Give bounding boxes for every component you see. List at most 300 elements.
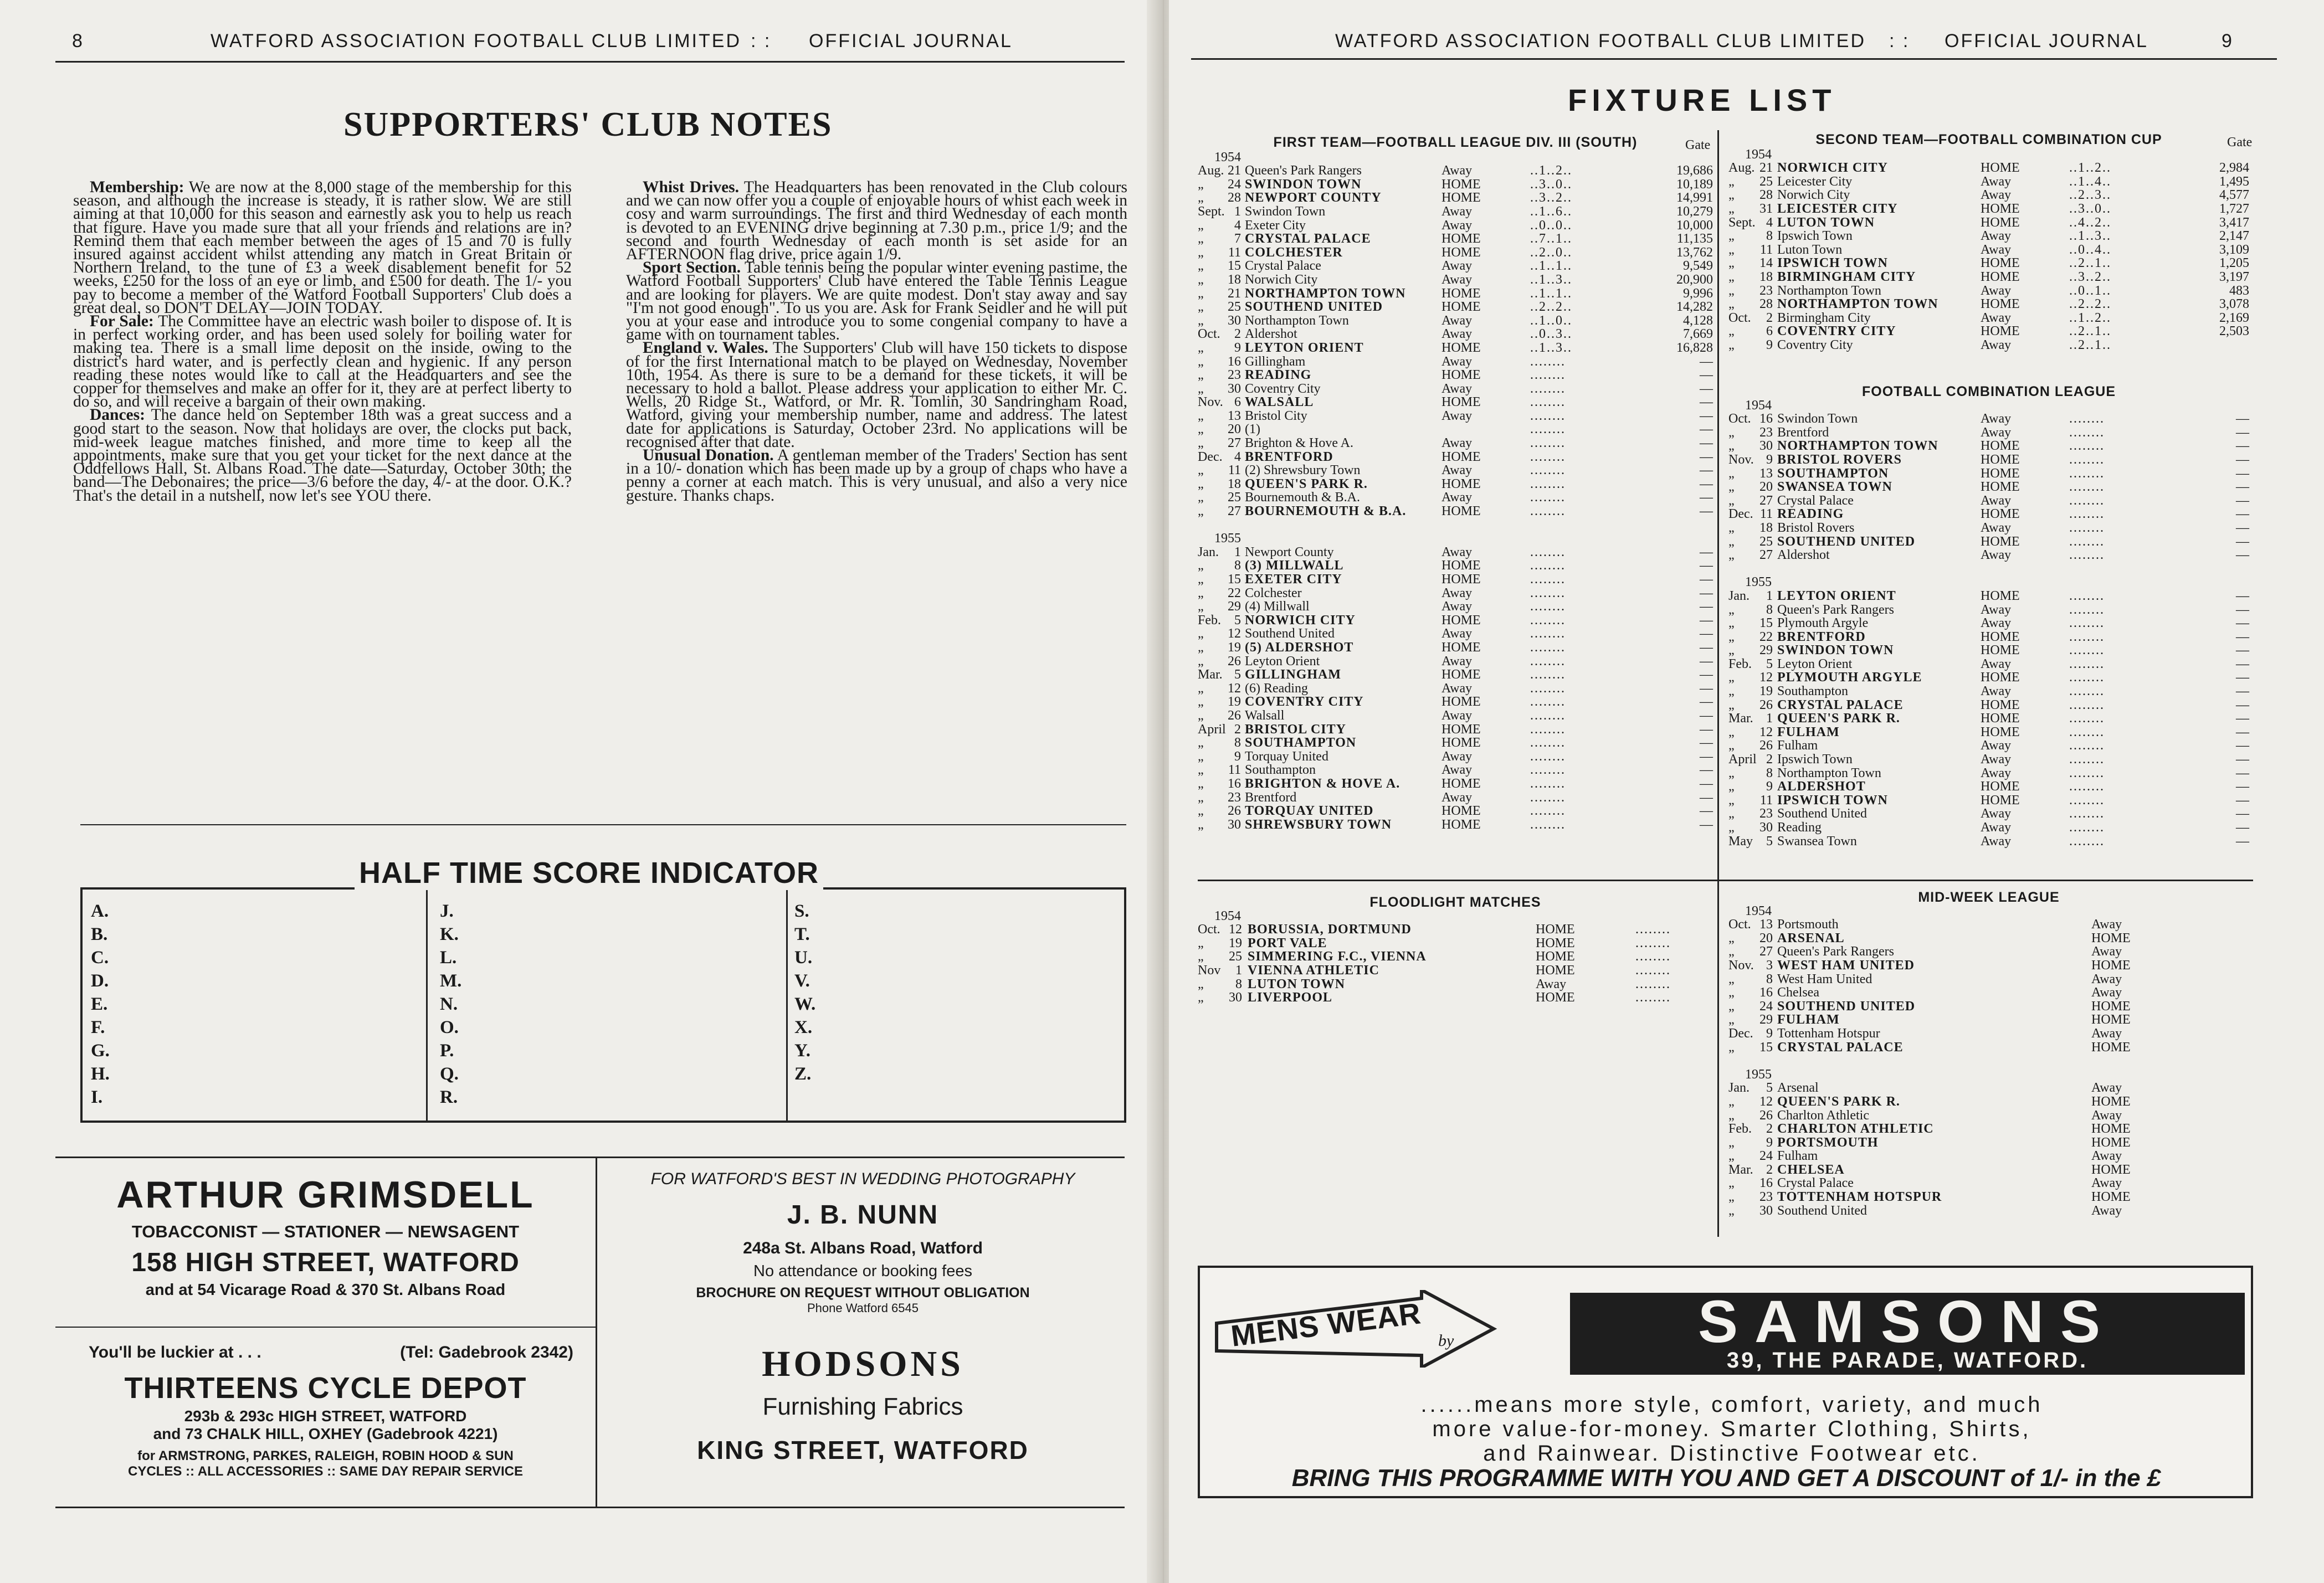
fixture-venue: HOME bbox=[2091, 1162, 2131, 1177]
fixture-gate: — bbox=[1700, 436, 1713, 451]
supporters-title: SUPPORTERS' CLUB NOTES bbox=[343, 106, 833, 143]
fixture-opponent: IPSWICH TOWN bbox=[1777, 256, 1888, 271]
fixture-opponent: NORWICH CITY bbox=[1245, 613, 1356, 628]
fixture-row bbox=[1728, 657, 2249, 671]
fixture-opponent: BOURNEMOUTH & B.A. bbox=[1245, 504, 1407, 519]
fixture-month: Mar. bbox=[1198, 667, 1223, 682]
fixture-venue: Away bbox=[1981, 806, 2012, 821]
fixture-score: ........ bbox=[2069, 724, 2105, 739]
fixture-opponent: NORWICH CITY bbox=[1777, 161, 1888, 176]
half-time-title: HALF TIME SCORE INDICATOR bbox=[355, 856, 823, 890]
fixture-day: 19 bbox=[1759, 684, 1773, 699]
fixture-row bbox=[1728, 1149, 2249, 1163]
ht-letters-col-3 bbox=[794, 900, 815, 1086]
fixture-day: 26 bbox=[1759, 1108, 1773, 1123]
fixture-opponent: Brentford bbox=[1777, 425, 1829, 440]
fixture-venue: HOME bbox=[1981, 297, 2020, 312]
left-page-header bbox=[72, 30, 1125, 63]
fixture-divider-h bbox=[1198, 880, 2253, 881]
ad-rule-mid bbox=[55, 1327, 596, 1328]
fixture-venue: HOME bbox=[1981, 670, 2020, 685]
fixture-opponent: Ipswich Town bbox=[1777, 752, 1853, 767]
fixture-venue: HOME bbox=[1981, 711, 2020, 726]
fixture-opponent: (5) ALDERSHOT bbox=[1245, 640, 1354, 655]
fixture-gate: 10,189 bbox=[1676, 177, 1713, 192]
fixture-opponent: WALSALL bbox=[1245, 395, 1314, 410]
fixture-venue: HOME bbox=[1981, 439, 2020, 454]
fixture-month: Mar. bbox=[1728, 1162, 1753, 1177]
fixture-opponent: Leyton Orient bbox=[1777, 656, 1853, 671]
fixture-month: „ bbox=[1728, 629, 1735, 644]
fixture-day: 15 bbox=[1759, 1040, 1773, 1055]
fixture-opponent: SWINDON TOWN bbox=[1777, 643, 1894, 658]
fixture-day: 31 bbox=[1759, 201, 1773, 216]
fixture-month: „ bbox=[1198, 381, 1204, 396]
fixture-month: „ bbox=[1728, 985, 1735, 1000]
fixture-row bbox=[1728, 780, 2249, 794]
fixture-gate: 2,147 bbox=[2219, 229, 2249, 244]
fixture-day: 30 bbox=[1229, 990, 1242, 1005]
fixture-venue: Away bbox=[2091, 944, 2122, 959]
fixture-opponent: BRISTOL ROVERS bbox=[1777, 452, 1902, 467]
fixture-score: ..3..0.. bbox=[1530, 177, 1572, 192]
fixture-venue: HOME bbox=[2091, 1122, 2131, 1137]
fixture-row bbox=[1728, 1041, 2249, 1055]
fixture-score: ..1..2.. bbox=[2069, 310, 2111, 325]
fixture-row bbox=[1198, 382, 1713, 396]
fixture-opponent: SOUTHEND UNITED bbox=[1245, 300, 1383, 315]
fixture-row bbox=[1198, 709, 1713, 723]
fixture-month: „ bbox=[1728, 242, 1735, 257]
fixture-score: ........ bbox=[2069, 752, 2105, 767]
fixture-opponent: SOUTHEND UNITED bbox=[1777, 999, 1916, 1014]
ht-divider bbox=[786, 890, 788, 1121]
fixture-score: ........ bbox=[2069, 412, 2105, 426]
fixture-month: „ bbox=[1728, 670, 1735, 685]
fixture-row bbox=[1728, 794, 2249, 808]
page-number: 8 bbox=[72, 30, 84, 52]
fixture-month: Nov. bbox=[1198, 395, 1223, 410]
fixture-venue: Away bbox=[1441, 313, 1473, 328]
fixture-venue: HOME bbox=[2091, 1094, 2131, 1109]
fixture-opponent: Southend United bbox=[1777, 1203, 1867, 1218]
fixture-gate: 3,197 bbox=[2219, 269, 2249, 284]
fixture-gate: — bbox=[1700, 626, 1713, 641]
fixture-venue: HOME bbox=[1981, 466, 2020, 481]
fixture-venue: Away bbox=[1441, 163, 1473, 178]
hodsons-ad bbox=[601, 1343, 1125, 1465]
section-rule bbox=[80, 824, 1126, 825]
fixture-row bbox=[1198, 355, 1713, 369]
fixture-venue: Away bbox=[1981, 310, 2012, 325]
fixture-row bbox=[1728, 521, 2249, 535]
fixture-month: Dec. bbox=[1728, 507, 1753, 522]
fixture-venue: Away bbox=[1981, 548, 2012, 563]
fixture-year: 1955 bbox=[1745, 575, 1772, 590]
fixture-month: Dec. bbox=[1728, 1026, 1753, 1041]
fixture-opponent: Colchester bbox=[1245, 585, 1302, 600]
fixture-score: ........ bbox=[1530, 368, 1566, 383]
fixture-opponent: Brentford bbox=[1245, 790, 1297, 805]
fixture-venue: HOME bbox=[1981, 629, 2020, 644]
fixture-venue: HOME bbox=[1441, 804, 1481, 819]
fixture-opponent: CHARLTON ATHLETIC bbox=[1777, 1122, 1934, 1137]
fixture-month: April bbox=[1198, 722, 1226, 737]
fixture-day: 28 bbox=[1759, 297, 1773, 312]
fixture-day: 9 bbox=[1234, 340, 1241, 355]
fixture-venue: HOME bbox=[1981, 215, 2020, 230]
fixture-gate: — bbox=[1700, 613, 1713, 628]
fixture-day: 27 bbox=[1228, 436, 1241, 451]
fixture-score: ........ bbox=[1530, 422, 1566, 437]
paragraph-text: The Supporters' Club will have 150 tickets to dispose of for the first International match to be played on Wednesday, November 10th, 1954. As there is sure to be a demand for these tickets, it will be necessary to hold a ballot. Please address your application to either Mr. C. Wells, 20 Ridge St., Watford, or Mr. R. Tomlin, 30 Sandringham Road, Watford, giving your membership number, name and address. The latest date for applications is Saturday, October 23rd. No applications will be recognised after that date. bbox=[626, 339, 1127, 451]
fixture-venue: Away bbox=[1441, 763, 1473, 778]
fixture-row bbox=[1198, 668, 1713, 682]
fixture-gate: — bbox=[2236, 697, 2249, 712]
fixture-day: 16 bbox=[1228, 354, 1241, 369]
fixture-month: „ bbox=[1198, 990, 1204, 1005]
fixture-opponent: Southampton bbox=[1245, 763, 1316, 778]
fixture-score: ..1..3.. bbox=[2069, 229, 2111, 244]
fixture-day: 21 bbox=[1228, 286, 1241, 301]
fixture-row bbox=[1198, 464, 1713, 477]
fixture-gate: 1,727 bbox=[2219, 201, 2249, 216]
fixture-score: ..0..4.. bbox=[2069, 242, 2111, 257]
fixture-gate: — bbox=[1700, 476, 1713, 491]
fixture-score: ........ bbox=[2069, 534, 2105, 549]
fixture-score: ..1..6.. bbox=[1530, 204, 1572, 219]
fixture-venue: Away bbox=[2091, 985, 2122, 1000]
fixture-row bbox=[1728, 270, 2249, 284]
fixture-opponent: Southampton bbox=[1777, 684, 1849, 699]
fixture-gate: — bbox=[1700, 749, 1713, 764]
fixture-month: Dec. bbox=[1198, 449, 1223, 464]
fixture-day: 29 bbox=[1759, 1012, 1773, 1027]
fixture-opponent: Coventry City bbox=[1245, 381, 1321, 396]
ht-letter: M. bbox=[440, 971, 462, 991]
fixture-day: 11 bbox=[1759, 242, 1773, 257]
paragraph-lead: Dances: bbox=[90, 406, 145, 424]
fixture-day: 2 bbox=[1766, 752, 1773, 767]
fixture-day: 9 bbox=[1766, 1135, 1773, 1150]
fixture-opponent: SOUTHEND UNITED bbox=[1777, 534, 1916, 549]
fixture-score: ..2..2.. bbox=[1530, 300, 1572, 315]
fixture-row bbox=[1198, 246, 1713, 260]
left-page bbox=[0, 0, 1158, 1583]
fixture-opponent: Queen's Park Rangers bbox=[1245, 163, 1362, 178]
fixture-row bbox=[1728, 739, 2249, 753]
fixture-year: 1954 bbox=[1745, 147, 1772, 162]
fixture-venue: HOME bbox=[2091, 1190, 2131, 1205]
supporters-paragraph bbox=[73, 406, 572, 505]
fixture-opponent: Reading bbox=[1777, 820, 1822, 835]
fixture-venue: HOME bbox=[1441, 695, 1481, 710]
samsons-ad bbox=[1198, 1266, 2253, 1498]
fixture-score: ..7..1.. bbox=[1530, 232, 1572, 246]
fixture-day: 27 bbox=[1228, 504, 1241, 519]
fixture-score: ..2..3.. bbox=[2069, 188, 2111, 203]
fixture-month: „ bbox=[1198, 572, 1204, 587]
fixture-month: „ bbox=[1728, 174, 1735, 189]
fixture-month: Oct. bbox=[1198, 922, 1220, 937]
fixture-score: ........ bbox=[1530, 476, 1566, 491]
fixture-venue: Away bbox=[1981, 834, 2012, 849]
fixture-day: 18 bbox=[1759, 520, 1773, 535]
fixture-day: 13 bbox=[1759, 466, 1773, 481]
fixture-list-title: FIXTURE LIST bbox=[1568, 83, 1836, 117]
fixture-month: „ bbox=[1728, 765, 1735, 780]
fixture-day: 29 bbox=[1759, 643, 1773, 658]
fixture-year: 1954 bbox=[1745, 398, 1772, 413]
fixture-opponent: BORUSSIA, DORTMUND bbox=[1248, 922, 1412, 937]
fixture-gate: — bbox=[1700, 558, 1713, 573]
fixture-row bbox=[1728, 1000, 2249, 1014]
fixture-month: „ bbox=[1198, 340, 1204, 355]
fixture-row bbox=[1198, 409, 1713, 423]
ad-rule-bottom bbox=[55, 1507, 1125, 1508]
fixture-opponent: Bournemouth & B.A. bbox=[1245, 490, 1360, 505]
fixture-day: 12 bbox=[1228, 626, 1241, 641]
fixture-venue: HOME bbox=[1441, 817, 1481, 832]
fixture-opponent: PLYMOUTH ARGYLE bbox=[1777, 670, 1922, 685]
fixture-opponent: SOUTHAMPTON bbox=[1777, 466, 1889, 481]
fixture-score: ..0..0.. bbox=[1530, 218, 1572, 233]
fixture-gate: — bbox=[1700, 422, 1713, 437]
fixture-month: „ bbox=[1728, 297, 1735, 312]
fixture-venue: Away bbox=[2091, 1081, 2122, 1096]
fixture-score: ........ bbox=[1530, 504, 1566, 519]
fixture-day: 9 bbox=[1766, 1026, 1773, 1041]
fixture-day: 13 bbox=[1228, 408, 1241, 423]
fixture-day: 21 bbox=[1228, 163, 1241, 178]
fixture-day: 30 bbox=[1759, 439, 1773, 454]
fixture-day: 12 bbox=[1759, 1094, 1773, 1109]
fixture-venue: Away bbox=[1981, 283, 2012, 298]
fixture-day: 20 bbox=[1759, 480, 1773, 495]
fixture-opponent: NORTHAMPTON TOWN bbox=[1777, 297, 1938, 312]
fixture-month: „ bbox=[1198, 936, 1204, 950]
gate-label: Gate bbox=[1685, 137, 1711, 152]
fixture-opponent: TOTTENHAM HOTSPUR bbox=[1777, 1190, 1942, 1205]
fixture-score: ..3..0.. bbox=[2069, 201, 2111, 216]
fixture-month: „ bbox=[1728, 324, 1735, 339]
floodlight-fixtures bbox=[1198, 896, 1713, 1005]
fixture-row bbox=[1728, 426, 2249, 440]
fixture-venue: Away bbox=[1441, 708, 1473, 723]
fixture-month: „ bbox=[1198, 599, 1204, 614]
fixture-row bbox=[1198, 436, 1713, 450]
fixture-row bbox=[1728, 256, 2249, 270]
ad-divider bbox=[596, 1157, 597, 1508]
nunn-tag: FOR WATFORD'S BEST IN WEDDING PHOTOGRAPHY bbox=[650, 1170, 1075, 1188]
fixture-venue: HOME bbox=[1536, 963, 1575, 978]
fixture-score: ........ bbox=[2069, 670, 2105, 685]
fixture-row bbox=[1728, 712, 2249, 726]
fixture-gate: 19,686 bbox=[1676, 163, 1713, 178]
fixture-venue: HOME bbox=[1441, 191, 1481, 205]
fixture-venue: Away bbox=[1441, 218, 1473, 233]
fixture-venue: Away bbox=[1441, 327, 1473, 342]
fixture-month: „ bbox=[1728, 283, 1735, 298]
fixture-row bbox=[1728, 480, 2249, 494]
fixture-gate: — bbox=[1700, 681, 1713, 696]
fixture-venue: Away bbox=[1981, 425, 2012, 440]
fixture-month: „ bbox=[1198, 286, 1204, 301]
fixture-gate: — bbox=[2236, 752, 2249, 767]
fixture-month: „ bbox=[1198, 681, 1204, 696]
fixture-day: 27 bbox=[1759, 944, 1773, 959]
fixture-day: 5 bbox=[1234, 667, 1241, 682]
fixture-venue: HOME bbox=[2091, 1135, 2131, 1150]
fixture-gate: 1,495 bbox=[2219, 174, 2249, 189]
fixture-row bbox=[1728, 1095, 2249, 1109]
grimsdell-trades: TOBACCONIST — STATIONER — NEWSAGENT bbox=[131, 1222, 520, 1241]
second-team-heading: SECOND TEAM—FOOTBALL COMBINATION CUP bbox=[1815, 132, 2162, 147]
fixture-gate: — bbox=[2236, 834, 2249, 849]
fixture-row bbox=[1198, 477, 1713, 491]
fixture-day: 12 bbox=[1759, 724, 1773, 739]
fixture-day: 13 bbox=[1759, 917, 1773, 932]
fixture-score: ........ bbox=[2069, 684, 2105, 699]
fixture-row bbox=[1198, 655, 1713, 669]
fixture-opponent: WEST HAM UNITED bbox=[1777, 958, 1915, 973]
fixture-opponent: NEWPORT COUNTY bbox=[1245, 191, 1382, 205]
fixture-month: „ bbox=[1728, 724, 1735, 739]
fixture-day: 24 bbox=[1228, 177, 1241, 192]
fixture-score: ........ bbox=[1530, 395, 1566, 410]
fixture-venue: Away bbox=[1981, 229, 2012, 244]
fixture-row bbox=[1198, 923, 1713, 937]
samsons-discount: BRING THIS PROGRAMME WITH YOU AND GET A DISCOUNT of 1/- in the £ bbox=[1291, 1464, 2161, 1492]
fixture-opponent: PORTSMOUTH bbox=[1777, 1135, 1879, 1150]
fixture-gate: 483 bbox=[2229, 283, 2249, 298]
fixture-day: 1 bbox=[1234, 544, 1241, 559]
fixture-row bbox=[1198, 341, 1713, 355]
ht-letter: E. bbox=[91, 994, 108, 1014]
nunn-fees: No attendance or booking fees bbox=[753, 1262, 972, 1280]
fixture-row bbox=[1728, 202, 2249, 216]
fixture-row bbox=[1198, 327, 1713, 341]
fixture-gate: 14,282 bbox=[1676, 300, 1713, 315]
fixture-venue: Away bbox=[1981, 520, 2012, 535]
fixture-month: „ bbox=[1728, 944, 1735, 959]
fixture-gate: — bbox=[1700, 763, 1713, 778]
fixture-row bbox=[1728, 161, 2249, 175]
fixture-row bbox=[1728, 243, 2249, 257]
fixture-day: 29 bbox=[1228, 599, 1241, 614]
fixture-opponent: Luton Town bbox=[1777, 242, 1843, 257]
fixture-gate: — bbox=[2236, 779, 2249, 794]
fixture-score: ........ bbox=[2069, 738, 2105, 753]
fixture-gate: 10,000 bbox=[1676, 218, 1713, 233]
fixture-gate: 9,996 bbox=[1683, 286, 1713, 301]
fixture-day: 8 bbox=[1766, 229, 1773, 244]
fixture-venue: Away bbox=[1441, 490, 1473, 505]
fixture-day: 23 bbox=[1759, 1190, 1773, 1205]
fixture-gate: — bbox=[2236, 602, 2249, 617]
floodlight-heading: FLOODLIGHT MATCHES bbox=[1369, 895, 1541, 910]
first-team-fixtures bbox=[1198, 136, 1713, 831]
fixture-venue: Away bbox=[2091, 972, 2122, 986]
fixture-gate: — bbox=[2236, 534, 2249, 549]
fixture-venue: HOME bbox=[1981, 793, 2020, 808]
fixture-month: „ bbox=[1728, 999, 1735, 1014]
fixture-row bbox=[1198, 314, 1713, 328]
fixture-score: ........ bbox=[2069, 480, 2105, 495]
fixture-row bbox=[1728, 767, 2249, 780]
fixture-gate: — bbox=[1700, 736, 1713, 751]
fixture-score: ........ bbox=[1530, 681, 1566, 696]
fixture-month: „ bbox=[1198, 191, 1204, 205]
fixture-year: 1954 bbox=[1214, 150, 1241, 165]
first-team-heading: FIRST TEAM—FOOTBALL LEAGUE DIV. III (SOUTH) bbox=[1273, 135, 1638, 150]
fixture-row bbox=[1728, 753, 2249, 767]
fixture-month: Jan. bbox=[1728, 1081, 1750, 1096]
fixture-opponent: COVENTRY CITY bbox=[1777, 324, 1896, 339]
fixture-row bbox=[1728, 507, 2249, 521]
fixture-day: 24 bbox=[1759, 1149, 1773, 1164]
fixture-day: 4 bbox=[1234, 218, 1241, 233]
fixture-day: 2 bbox=[1766, 310, 1773, 325]
ht-letter: O. bbox=[440, 1017, 459, 1037]
supporters-column-2 bbox=[626, 178, 1128, 505]
fixture-gate: — bbox=[1700, 776, 1713, 791]
fixture-score: ..3..2.. bbox=[2069, 269, 2111, 284]
fixture-opponent: BRISTOL CITY bbox=[1245, 722, 1346, 737]
fixture-month: Feb. bbox=[1728, 656, 1752, 671]
fixture-month: „ bbox=[1728, 188, 1735, 203]
fixture-month: Nov bbox=[1198, 963, 1221, 978]
fixture-score: ........ bbox=[1530, 613, 1566, 628]
fixture-month: „ bbox=[1198, 218, 1204, 233]
fixture-opponent: Northampton Town bbox=[1245, 313, 1349, 328]
fixture-score: ........ bbox=[1635, 949, 1671, 964]
fixture-venue: Away bbox=[1981, 616, 2012, 631]
ht-letter: Q. bbox=[440, 1064, 459, 1084]
fixture-venue: HOME bbox=[1441, 245, 1481, 260]
fixture-opponent: NORTHAMPTON TOWN bbox=[1245, 286, 1406, 301]
fixture-opponent: Crystal Palace bbox=[1777, 1176, 1854, 1191]
fixture-opponent: Arsenal bbox=[1777, 1081, 1819, 1096]
fixture-venue: HOME bbox=[1536, 990, 1575, 1005]
header-journal: OFFICIAL JOURNAL bbox=[809, 30, 1013, 52]
fixture-gate: — bbox=[2236, 643, 2249, 658]
fixture-opponent: CRYSTAL PALACE bbox=[1777, 697, 1904, 712]
ht-letters-col-2 bbox=[440, 900, 461, 1109]
fixture-day: 11 bbox=[1228, 245, 1241, 260]
fixture-opponent: SHREWSBURY TOWN bbox=[1245, 817, 1392, 832]
fixture-gate: 13,762 bbox=[1676, 245, 1713, 260]
fixture-opponent: FULHAM bbox=[1777, 724, 1840, 739]
fixture-month: „ bbox=[1728, 931, 1735, 945]
samsons-line-1: ......means more style, comfort, variety, and much bbox=[1420, 1392, 2043, 1417]
fixture-opponent: CRYSTAL PALACE bbox=[1245, 232, 1371, 246]
fixture-score: ........ bbox=[1530, 640, 1566, 655]
fixture-day: 28 bbox=[1759, 188, 1773, 203]
fixture-score: ........ bbox=[1635, 963, 1671, 978]
fixture-gate: 1,205 bbox=[2219, 256, 2249, 271]
fixture-year bbox=[1198, 518, 1713, 532]
fixture-score: ........ bbox=[2069, 806, 2105, 821]
fixture-row bbox=[1198, 450, 1713, 464]
fixture-venue: Away bbox=[1981, 738, 2012, 753]
fixture-month: „ bbox=[1198, 736, 1204, 751]
fixture-score: ..1..4.. bbox=[2069, 174, 2111, 189]
fixture-score: ........ bbox=[2069, 643, 2105, 658]
grimsdell-name: ARTHUR GRIMSDELL bbox=[116, 1174, 535, 1216]
fixture-row bbox=[1728, 918, 2249, 932]
fixture-score: ........ bbox=[2069, 793, 2105, 808]
